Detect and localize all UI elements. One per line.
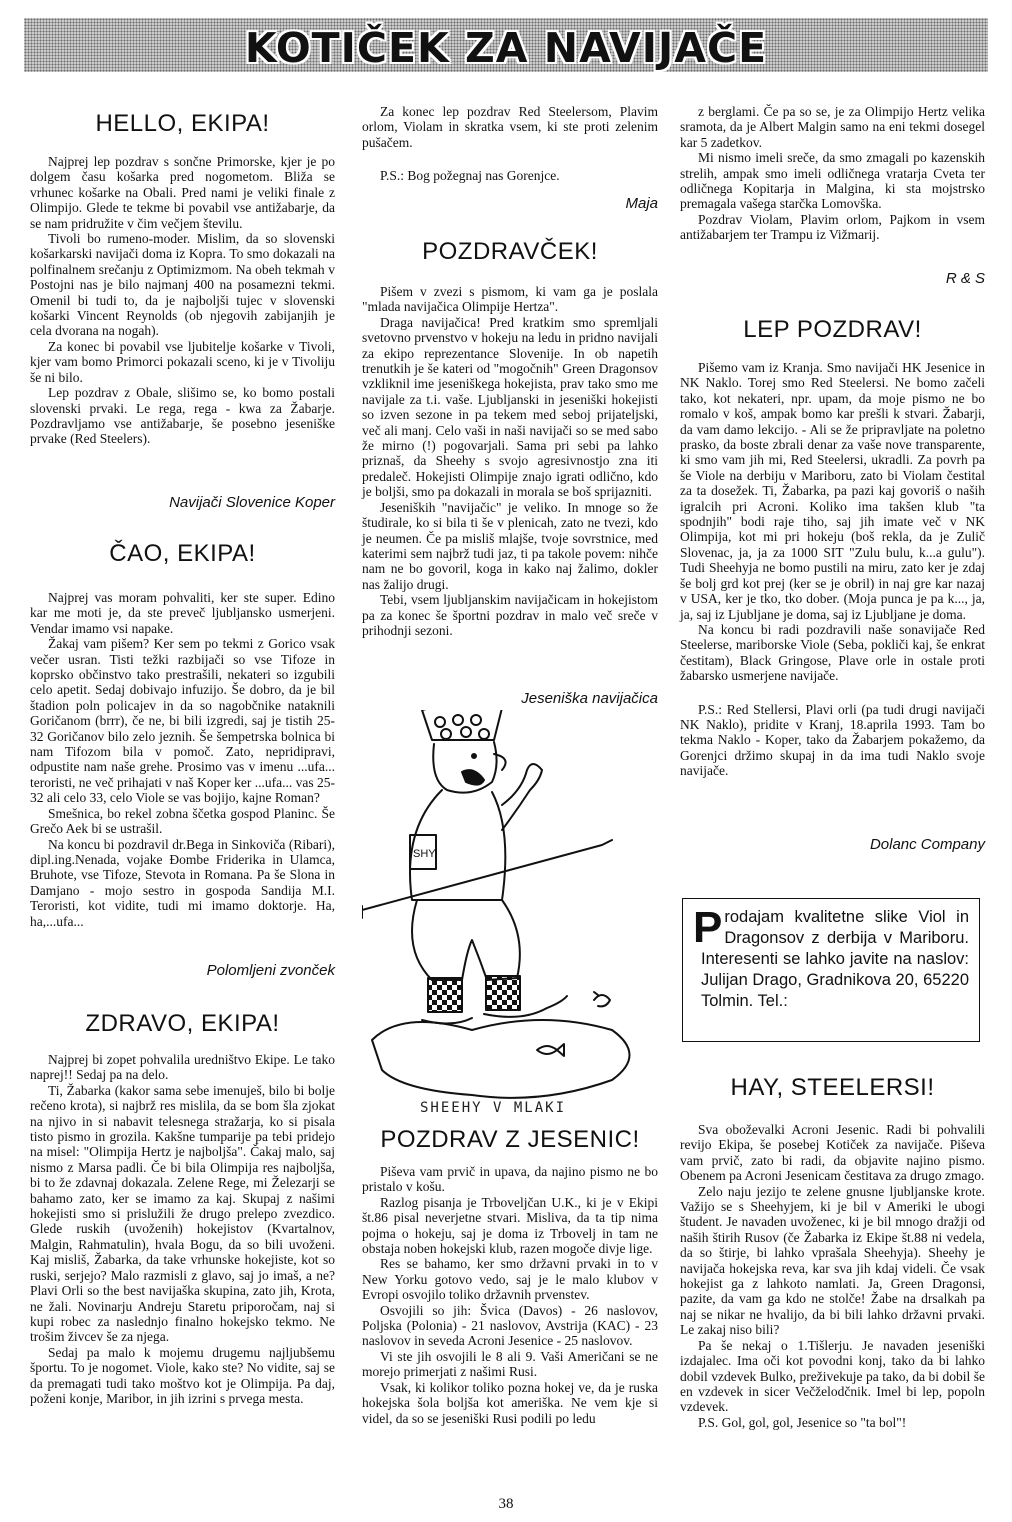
article-body-lep-pozdrav: [680, 360, 985, 779]
signature-hello: Navijači Slovenice Koper: [169, 494, 335, 511]
signature-lep-pozdrav: Dolanc Company: [869, 836, 985, 853]
paragraph: Pišemo vam iz Kranja. Smo navijači HK Jesenice in NK Naklo. Torej smo Red Steelersi. Ne bomo začeli tako, kot nekateri, npr. upam, da moje pismo ne bo romalo v koš, ampak bomo kar prešli k stvari. Žabarji, da vam damo lekcijo. - Ali se že pripravljate na poletno prasko, da boste zbrali denar za vaše nove transparente, ki smo vam jih mi, Red Steelersi, ukradli. Za povrh pa še Viole na derbiju v Mariboru, zato bi Violam čestital za ta dosežek. Ti, Žabarka, pa pazi kaj govoriš o naših igralcih pri Acroni. Koliko ima takšen klub "ta spodnjih" bodi raje tiho, saj jih imate več v NK Olimpija, kot mi pri hokeju (boš rekla, da je Zulič Slovenac, ja, ja za 1000 SIT "Zulu bulu, k...a gulu"). Tudi Sheehyja ne bomo pustili na miru, zato ker je zdaj še bolj grd kot prej (ker se je obril) in naj gre kar nazaj v USA, ker je tko, tko dober. (Moja punca je pa k..., ja, ja, saj iz Ljubljane je doma, saj iz Ljubljane je doma.: [680, 360, 985, 622]
paragraph: Piševa vam prvič in upava, da najino pismo ne bo pristalo v košu.: [362, 1164, 658, 1195]
article-title-jesenice: POZDRAV Z JESENIC!: [380, 1126, 640, 1153]
paragraph: Vi ste jih osvojili le 8 ali 9. Vaši Američani se ne morejo primerjati z našimi Rusi.: [362, 1348, 658, 1380]
section-title: KOTIČEK ZA NAVIJAČE: [244, 24, 768, 72]
article-title-hello: HELLO, EKIPA!: [95, 110, 270, 137]
paragraph: Najprej lep pozdrav s sončne Primorske, kjer je po dolgem času košarka pred nogometom. Bliža se vrhunec košarke na Obali. Pred nami je veliki finale z Olimpijo. Glede te tekme bi povabil vse antižabarje, da se nam pridružite v čim večjem številu.: [30, 154, 335, 231]
paragraph: Zelo naju jezijo te zelene gnusne ljubljanske krote. Važijo se s Sheehyjem, ki je bil v Ameriki le ubogi študent. Je navaden uvoženec, ki je bil mnogo dražji od naših štirih Rusov (če Žabarka iz Ekipe št.88 ni vedela, da so štirje, bi lahko vprašala Sheehyja). Sheehy je navijača hokejska reva, kar sva jih kdaj videli. Če vsak hokejist ga z lahkoto namlati. Ja, Green Dragonsi, pazite, da vam ga kdo ne stolče! Žabe na drsalkah pa naj se nikar ne hvalijo, da bi bili lahko državni prvaki. Le zakaj niso bili?: [680, 1183, 985, 1338]
paragraph: P.S. Gol, gol, gol, Jesenice so "ta bol"!: [698, 1414, 907, 1430]
article-body-pozdravcek: [362, 284, 658, 638]
signature-rs: R & S: [945, 270, 985, 287]
article-title-hay: HAY, STEELERSI!: [730, 1074, 935, 1101]
paragraph: Najprej bi zopet pohvalila uredništvo Ekipe. Le tako naprej!! Sedaj pa na delo.: [30, 1052, 335, 1083]
article-body-hello: [30, 154, 335, 447]
cartoon-caption: SHEEHY V MLAKI: [420, 1100, 567, 1116]
hat-dot: [453, 715, 463, 725]
armband-text: SHY: [413, 848, 436, 860]
paragraph: Za konec bi povabil vse ljubitelje košarke v Tivoli, kjer vam bomo Primorci pokazali sceno, ki je v Tivoliju še ni bilo.: [30, 338, 335, 385]
hat-dot: [479, 729, 489, 739]
article-body-maja: [362, 104, 658, 184]
signature-maja: Maja: [625, 195, 658, 212]
article-body-cao: [30, 590, 335, 929]
paragraph: P.S.: Red Stellersi, Plavi orli (pa tudi drugi navijači NK Naklo), pridite v Kranj, 18.aprila 1993. Tam bo tekma Naklo - Koper, tako da Žabarjem pokažemo, da Gorenjci držimo skupaj in da ima tudi Naklo svoje navijače.: [680, 701, 985, 779]
paragraph: Najprej vas moram pohvaliti, ker ste super. Edino kar me moti je, da ste preveč ljubljansko usmerjeni. Vendar imamo vsi napake.: [30, 590, 335, 636]
sock-left: [428, 978, 462, 1012]
paragraph: Res se bahamo, ker smo državni prvaki in to v New Yorku gotovo vedo, saj je le malo klubov v Evropi osvojilo toliko državnih prvenstev.: [362, 1256, 658, 1303]
paragraph: Mi nismo imeli sreče, da smo zmagali po kazenskih strelih, ampak smo imeli odličnega vratarja Cveta ter odličnega Kopitarja in Malgina, ki sta mojstrsko premagala vašega starčka Lomovška.: [680, 150, 985, 212]
section-banner: [24, 18, 988, 72]
paragraph: Tebi, vsem ljubljanskim navijačicam in hokejistom pa za konec še športni pozdrav in malo več sreče v prihodnji sezoni.: [362, 592, 658, 638]
paragraph: Žakaj vam pišem? Ker sem po tekmi z Gorico vsak večer usran. Tisti težki razbijači so vse Tifoze in koprsko občinstvo tako prestrašili, nekateri so izgubili celo apetit. Sedaj dobivajo infuzijo. Še dobro, da je bil štadion poln policajev in da so nagobčnike nataknili Goričanom (brrr), če ne, bi bili izgredi, saj je tistih 25-32 Goričanov bilo zelo jeznih. Še šempetrska bolnica bi nam Tifozom bila v pomoč. Zato, nepridipravi, odpustite nam naše grehe. Prosimo vas v imenu ...ufa... teroristi, ne več prihajati v naš Koper ker ...ufa... vas 25-32 ali celo 33, celo Viole se vas bojijo, kajne Roman?: [30, 636, 335, 806]
signature-pozdravcek: Jeseniška navijačica: [521, 690, 658, 707]
moustache: [462, 770, 484, 784]
article-title-cao: ČAO, EKIPA!: [109, 540, 256, 567]
paragraph: Pa še nekaj o 1.Tišlerju. Je navaden jeseniški izdajalec. Ima oči kot povodni konj, tako da bi lahko dobil vzdevek Bulko, preživekuje pa tako, da bi dobil še en vzdevek in sicer Večželodčnik. Imel bi lep, popoln vzdevek.: [680, 1337, 985, 1415]
article-body-zdravo: [30, 1052, 335, 1406]
paragraph: Za konec lep pozdrav Red Steelersom, Plavim orlom, Violam in skratka vsem, ki ste proti zelenim pušačem.: [362, 104, 658, 150]
head-outline: [433, 742, 496, 793]
hat-dot: [471, 715, 481, 725]
paragraph: Sva oboževalki Acroni Jesenic. Radi bi pohvalili revijo Ekipa, še posebej Kotiček za navijače. Piševa vam prvič, zato bi radi, da objavite najino pismo. Obenem pa Acroni Jesenicam čestitava za drugo zmago.: [680, 1122, 985, 1184]
signature-cao: Polomljeni zvonček: [206, 962, 335, 979]
paragraph: P.S.: Bog požegnaj nas Gorenjce.: [380, 168, 560, 184]
paragraph: Vsak, ki kolikor toliko pozna hokej ve, da je ruska hokejska šola boljša kot ameriška. Ne vem kje si videl, da so se jeseniški Rusi podili po ledu: [362, 1379, 658, 1426]
article-body-hay: [680, 1122, 985, 1430]
page-number: 38: [498, 1496, 514, 1512]
ad-first-word: rodajam: [724, 908, 784, 926]
paragraph: Draga navijačica! Pred kratkim smo spremljali svetovno prvenstvo v hokeju na ledu in pridno navijali za ekipo reprezentance Slovenije. In ob napetih trenutkih je še kateri od "mogočnih" Green Dragonsov vzkliknil ime jeseniškega hokejista, prav tako smo me navijale za t.i. vaše. Ljubljanski in jeseniški hokejisti so izven sezone in pa tekem med seboj prijateljski, več ali manj. Celo vaši in naši navijači so se med sabo že mirno (!) pogovarjali. Sama pri sebi pa lahko priznaš, da Sheehy s svojo agresivnostjo zna iti predaleč. Hokejisti Olimpije znajo igrati odlično, kdo je boljši, smo pa dokazali in morala se boš sprijazniti.: [362, 314, 658, 500]
article-title-pozdravcek: POZDRAVČEK!: [422, 238, 598, 265]
fish: [537, 1044, 564, 1056]
paragraph: Lep pozdrav z Obale, slišimo se, ko bomo postali slovenski prvaki. Le rega, rega - kwa za Žabarje. Pozdravljamo vse antižabarje, še posebno jeseniške prvake (Red Steelers).: [30, 385, 335, 447]
paragraph: Ti, Žabarka (kakor sama sebe imenuješ, bilo bi bolje rečeno krota), si najbrž res mislila, da se bom šla zjokat na njivo in si nabavit telesnega stražarja, ko si pisala tisto pismo in grozila. Kakšne tumparije pa tebi pridejo na misel: "Olimpija Hertz je najboljša". Čakaj malo, saj nismo z Marsa padli. Če bi bila Olimpija res najboljša, bi to že zdavnaj dokazala. Zelene Rege, mi Železarji se bahamo zato, ker se imamo za kaj. Skupaj z našimi hokejisti smo si prislužili že drugo prelepo zvezdico. Glede ruskih (uvoženih) hokejistov (Kvartalnov, Malgin, Rahmatulin), hvala Bogu, da so bili uvoženi. Kaj misliš, Žabarka, da take vrhunske hokejiste, kot so ruski, serjejo? Malo razmisli z glavo, saj jo imaš, a ne? Plavi Orli so the best navijaška skupina, zato jih, Krota, ne žali. Novinarju Andreju Staretu priporočam, naj si kupi robec za naslednjo finalno hokejsko tekmo. Ne trošim živcev še za njega.: [30, 1082, 335, 1345]
paragraph: Osvojili so jih: Švica (Davos) - 26 naslovov, Poljska (Polonia) - 21 naslovov, Avstrija (KAC) - 23 naslovov in seveda Acroni Jesenice - 25 naslovov.: [362, 1302, 658, 1349]
paragraph: Pozdrav Violam, Plavim orlom, Pajkom in vsem antižabarjem ter Trampu iz Vižmarij.: [680, 211, 985, 243]
paragraph: Na koncu bi radi pozdravili naše sonavijače Red Steelerse, mariborske Viole (Seba, pokliči kaj, še enkrat čestitam), Black Gringose, Plave orle in ostale proti žabarsko usmerjene navijače.: [680, 621, 985, 684]
eye: [472, 754, 476, 758]
paragraph: Razlog pisanja je Trboveljčan U.K., ki je v Ekipi št.86 pisal neverjetne stvari. Misliva, da ta tip nima pojma o hokeju, saj je doma iz Trbovelj in tam ne obstaja noben hokejski klub, razen mogoče divje lige.: [362, 1194, 658, 1257]
duck-beak: [594, 992, 598, 995]
hat-dot: [461, 727, 471, 737]
raised-arm: [502, 764, 542, 830]
sock-right: [486, 976, 520, 1010]
puddle: [372, 1020, 630, 1098]
article-title-lep-pozdrav: LEP POZDRAV!: [743, 316, 922, 343]
ad-drop-cap: P: [693, 903, 723, 952]
paragraph: Smešnica, bo rekel zobna ščetka gospod Planinc. Še Grečo Aek bi se ustrašil.: [30, 805, 335, 837]
cartoon-illustration: [362, 710, 658, 1120]
hat-dot: [441, 729, 451, 739]
paragraph: Pišem v zvezi s pismom, ki vam ga je poslala "mlada navijačica Olimpije Hertza".: [362, 284, 658, 315]
paragraph: Na koncu bi pozdravil dr.Bega in Sinkoviča (Ribari), dipl.ing.Nenada, vojake Đombe Friderika in Ulamca, Bruhote, vse Tifoze, Stevota in Romana. Pa še Slona in Damjano - mojo sestro in gospoda Sandija M.I. Teroristi, kot vidite, tudi mi imamo doktorje. Ha, ha,...ufa...: [30, 836, 335, 929]
paragraph: z berglami. Če pa so se, je za Olimpijo Hertz velika sramota, da je Albert Malgin samo na eni tekmi dosegel kar 5 zadetkov.: [680, 104, 985, 150]
paragraph: Tivoli bo rumeno-moder. Mislim, da so slovenski košarkarski navijači doma iz Kopra. To smo dokazali na polfinalnem srečanju z Optimizmom. Na obeh tekmah v Postojni nas je bilo najmanj 400 na posamezni tekmi. Omenil bi tudi to, da je najboljši tujec v slovenski košarki Vincent Reynolds (ob njegovih zabijanjih je cela dvorana na nogah).: [30, 231, 335, 339]
paragraph: Sedaj pa malo k mojemu drugemu najljubšemu športu. To je nogomet. Viole, kako ste? No vidite, saj se da premagati tudi tako moštvo kot je Olimpija. Pa daj, poženi konje, Maribor, in jih izrini s prvega mesta.: [30, 1344, 335, 1406]
paragraph: Jeseniških "navijačic" je veliko. In mnoge so že študirale, ko si bila ti še v plenicah, zato ne tvezi, kdo je neumen. Če pa misliš mlajše, tvoje sovrstnice, med katerimi sem najbrž tudi jaz, ti pa takole povem: nihče nam ne bo govoril, koga in kako naj žalimo, dokler nas žalijo drugi.: [362, 499, 658, 592]
article-body-jesenice: [362, 1164, 658, 1426]
article-body-rs: [680, 104, 985, 243]
ad-text: kvalitetne slike Viol in Dragonsov z derbija v Mariboru. Interesenti se lahko javite na naslov: Julijan Drago, Gradnikova 20, 65220 Tolmin. Tel.:: [701, 908, 969, 1010]
pants: [412, 900, 520, 980]
article-title-zdravo: ZDRAVO, EKIPA!: [85, 1010, 280, 1037]
hat-dot: [435, 717, 445, 727]
classified-ad-box: [682, 898, 980, 1042]
duck: [594, 995, 610, 1006]
